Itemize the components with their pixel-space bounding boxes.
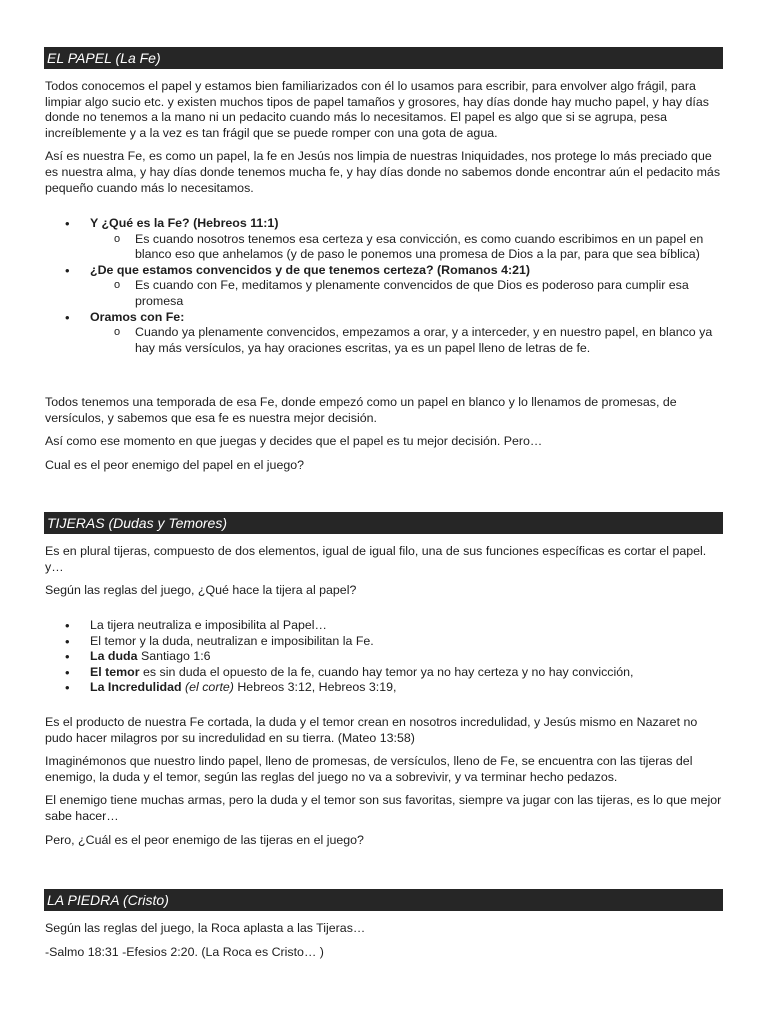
paragraph: Así como ese momento en que juegas y decides que el papel es tu mejor decisión. Pero…	[45, 434, 543, 449]
paragraph: Cual es el peor enemigo del papel en el juego?	[45, 457, 305, 472]
list-item: • La duda Santiago 1:6	[45, 649, 725, 665]
paragraph: Es el producto de nuestra Fe cortada, la duda y el temor crean en nosotros incredulidad, y Jesús mismo en Nazaret no pudo hacer milagros por su incredulidad en su tierra. (Mateo 13:58)	[45, 715, 698, 745]
list-item	[45, 263, 725, 310]
section-tijeras-body	[45, 715, 725, 848]
section-heading-piedra: LA PIEDRA (Cristo)	[44, 889, 723, 911]
list-item: • La tijera neutraliza e imposibilita al Papel…	[45, 618, 725, 634]
list-item	[45, 216, 725, 263]
sub-list-item: o Es cuando nosotros tenemos esa certeza y esa convicción, es como cuando escribimos en un papel en blanco eso que anhelamos (y de paso le ponemos una promesa de Dios a la par, para que sea bíblica)	[90, 232, 725, 263]
section-tijeras-intro	[45, 544, 725, 599]
list-item: • La Incredulidad (el corte) Hebreos 3:12, Hebreos 3:19,	[45, 680, 725, 696]
paragraph: Todos conocemos el papel y estamos bien familiarizados con él lo usamos para escribir, para envolver algo frágil, para limpiar algo sucio etc. y existen muchos tipos de papel tamaños y grosores, hay días donde hay mucho papel, y hay días donde no tenemos a la mano ni un pedacito cuando más lo necesitamos. El papel es algo que si se agrupa, pesa increíblemente y a la vez es tan frágil que se puede romper con una gota de agua.	[45, 79, 709, 140]
list-item	[45, 310, 725, 357]
sub-list-item: o Es cuando con Fe, meditamos y plenamente convencidos de que Dios es poderoso para cumplir esa promesa	[90, 278, 725, 309]
paragraph: El enemigo tiene muchas armas, pero la duda y el temor son sus favoritas, siempre va jugar con las tijeras, es lo que mejor sabe hacer…	[45, 793, 722, 823]
section-papel-intro	[45, 79, 725, 196]
paragraph: Imaginémonos que nuestro lindo papel, lleno de promesas, de versículos, lleno de Fe, se encuentra con las tijeras del enemigo, la duda y el temor, según las reglas del juego no va a sobrevivir, y va terminar hecho pedazos.	[45, 754, 693, 784]
list-item-title: Y ¿Qué es la Fe? (Hebreos 11:1)	[90, 216, 279, 230]
section-heading-papel: EL PAPEL (La Fe)	[44, 47, 723, 69]
paragraph: -Salmo 18:31 -Efesios 2:20. (La Roca es Cristo… )	[45, 944, 324, 959]
section-heading-tijeras: TIJERAS (Dudas y Temores)	[44, 512, 723, 534]
section-piedra-body	[45, 921, 725, 960]
section-papel-outro	[45, 395, 725, 473]
sub-list-item: o Cuando ya plenamente convencidos, empezamos a orar, y a interceder, y en nuestro papel, en blanco ya hay más versículos, ya hay oraciones escritas, ya es un papel lleno de letras de fe.	[90, 325, 725, 356]
paragraph: Según las reglas del juego, la Roca aplasta a las Tijeras…	[45, 921, 366, 935]
faith-bullet-list	[45, 216, 725, 356]
paragraph: Según las reglas del juego, ¿Qué hace la tijera al papel?	[45, 583, 357, 598]
paragraph: Pero, ¿Cuál es el peor enemigo de las tijeras en el juego?	[45, 832, 364, 847]
list-item-title: Oramos con Fe:	[90, 309, 185, 324]
paragraph: Así es nuestra Fe, es como un papel, la fe en Jesús nos limpia de nuestras Iniquidades, nos protege lo más preciado que es nuestra alma, y hay días donde tenemos mucha fe, y hay días donde no sabemos donde encontrar aún el pedacito más pequeño cuando más lo necesitamos.	[45, 149, 721, 195]
list-item: • El temor es sin duda el opuesto de la fe, cuando hay temor ya no hay certeza y no hay convicción,	[45, 665, 725, 681]
paragraph: Es en plural tijeras, compuesto de dos elementos, igual de igual filo, una de sus funciones específicas es cortar el papel. y…	[45, 544, 707, 574]
list-item: • El temor y la duda, neutralizan e imposibilitan la Fe.	[45, 634, 725, 650]
paragraph: Todos tenemos una temporada de esa Fe, donde empezó como un papel en blanco y lo llenamos de promesas, de versículos, y sabemos que esa fe es nuestra mejor decisión.	[45, 395, 677, 425]
list-item-title: ¿De que estamos convencidos y de que tenemos certeza? (Romanos 4:21)	[90, 262, 530, 277]
scissors-bullet-list	[45, 618, 725, 696]
